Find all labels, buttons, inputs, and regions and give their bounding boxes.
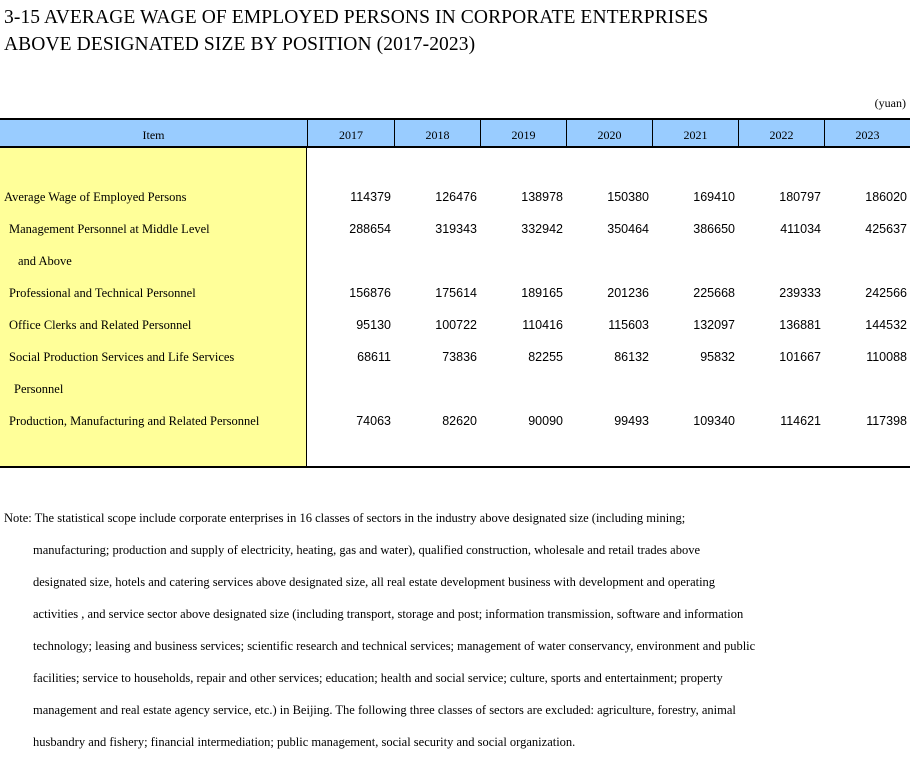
data-cell: 126476 (435, 190, 477, 204)
row-label: Office Clerks and Related Personnel (9, 318, 192, 332)
note-line: management and real estate agency service, etc.) in Beijing. The following three classes of sectors are excluded: agriculture, forestry, animal (33, 703, 736, 717)
header-year: 2021 (652, 120, 738, 146)
data-cell: 99493 (614, 414, 649, 428)
data-cell: 186020 (865, 190, 907, 204)
row-label: Social Production Services and Life Services (9, 350, 235, 364)
data-cell: 411034 (780, 222, 821, 236)
data-cell: 95832 (700, 350, 735, 364)
title-line-1: 3-15 AVERAGE WAGE OF EMPLOYED PERSONS IN CORPORATE ENTERPRISES (4, 7, 709, 28)
data-cell: 288654 (349, 222, 391, 236)
note-line: facilities; service to households, repair and other services; education; health and social service; culture, sports and entertainment; property (33, 671, 723, 685)
row-label: Average Wage of Employed Persons (4, 190, 187, 204)
data-cell: 74063 (356, 414, 391, 428)
data-cell: 73836 (442, 350, 477, 364)
header-year: 2018 (394, 120, 480, 146)
data-cell: 319343 (435, 222, 477, 236)
note-line: Note: The statistical scope include corporate enterprises in 16 classes of sectors in the industry above designated size (including mining; (4, 511, 686, 525)
data-cell: 117398 (866, 414, 907, 428)
note-line: designated size, hotels and catering services above designated size, all real estate development business with development and operating (33, 575, 716, 589)
data-cell: 386650 (693, 222, 735, 236)
data-cell: 425637 (865, 222, 907, 236)
data-cell: 114621 (780, 414, 821, 428)
header-item: Item (142, 128, 165, 142)
title-line-2: ABOVE DESIGNATED SIZE BY POSITION (2017-2023) (4, 34, 476, 55)
data-cell: 225668 (693, 286, 735, 300)
note-line: husbandry and fishery; financial intermediation; public management, social security and social organization. (33, 735, 576, 749)
table-title (4, 4, 708, 58)
data-cell: 109340 (693, 414, 735, 428)
row-label: Production, Manufacturing and Related Personnel (9, 414, 260, 428)
data-cell: 132097 (693, 318, 735, 332)
data-cell: 189165 (521, 286, 563, 300)
note-line: activities , and service sector above designated size (including transport, storage and post; information transmission, software and information (33, 607, 744, 621)
data-cell: 101667 (779, 350, 821, 364)
row-label: Professional and Technical Personnel (9, 286, 196, 300)
unit-label: (yuan) (874, 96, 906, 110)
data-cell: 332942 (521, 222, 563, 236)
data-cell: 110088 (866, 350, 907, 364)
data-cell: 136881 (779, 318, 821, 332)
data-cell: 169410 (693, 190, 735, 204)
header-year: 2020 (566, 120, 652, 146)
data-cell: 68611 (357, 350, 391, 364)
data-cell: 138978 (521, 190, 563, 204)
data-cell: 82255 (528, 350, 563, 364)
data-cell: 90090 (528, 414, 563, 428)
data-cell: 144532 (865, 318, 907, 332)
row-label-continued: and Above (18, 254, 72, 268)
header-year: 2023 (824, 120, 910, 146)
data-cell: 242566 (865, 286, 907, 300)
data-cell: 180797 (779, 190, 821, 204)
data-cell: 201236 (607, 286, 649, 300)
data-cell: 156876 (349, 286, 391, 300)
note-line: manufacturing; production and supply of electricity, heating, gas and water), qualified construction, wholesale and retail trades above (33, 543, 701, 557)
data-cell: 95130 (356, 318, 391, 332)
table-header (0, 118, 910, 148)
header-year: 2017 (307, 120, 394, 146)
data-cell: 114379 (350, 190, 391, 204)
data-cell: 82620 (442, 414, 477, 428)
header-year: 2019 (480, 120, 566, 146)
data-cell: 175614 (435, 286, 477, 300)
data-cell: 110416 (522, 318, 563, 332)
data-cell: 239333 (779, 286, 821, 300)
row-label-continued: Personnel (14, 382, 64, 396)
note-line: technology; leasing and business services; scientific research and technical services; management of water conservancy, environment and public (33, 639, 756, 653)
data-cell: 115603 (608, 318, 649, 332)
row-label: Management Personnel at Middle Level (9, 222, 210, 236)
header-year: 2022 (738, 120, 824, 146)
data-cell: 150380 (607, 190, 649, 204)
data-cell: 86132 (614, 350, 649, 364)
table-bottom-rule (0, 466, 910, 468)
data-cell: 350464 (607, 222, 649, 236)
data-cell: 100722 (435, 318, 477, 332)
